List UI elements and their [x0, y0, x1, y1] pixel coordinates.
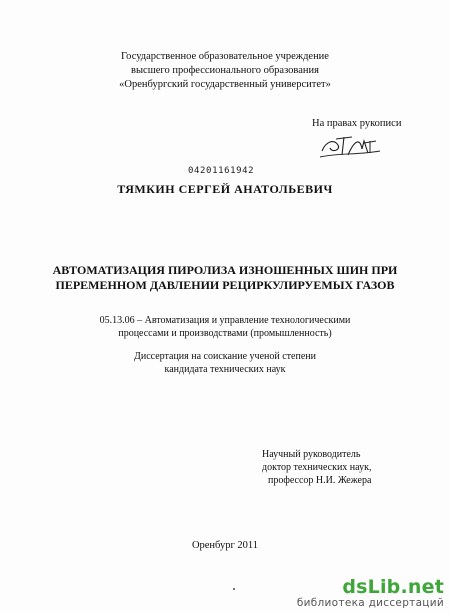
institution-line-2: высшего профессионального образования	[131, 65, 319, 76]
handwritten-signature	[318, 131, 388, 161]
dissertation-title	[0, 263, 450, 293]
degree-line-2: кандидата технических наук	[164, 364, 286, 375]
city-year: Оренбург 2011	[191, 540, 259, 551]
scan-speck	[233, 588, 235, 590]
title-line-1: АВТОМАТИЗАЦИЯ ПИРОЛИЗА ИЗНОШЕННЫХ ШИН ПРИ	[52, 263, 398, 277]
degree-line-1: Диссертация на соискание ученой степени	[134, 351, 316, 362]
supervisor-line-3: профессор Н.И. Жежера	[268, 475, 372, 486]
manuscript-note: На правах рукописи	[312, 118, 402, 129]
specialty-line-2: процессами и производствами (промышленность)	[118, 328, 332, 339]
supervisor-line-1: Научный руководитель	[262, 449, 361, 460]
supervisor-line-2: доктор технических наук,	[262, 462, 372, 473]
degree-statement	[0, 350, 450, 376]
watermark-tagline: библиотека диссертаций	[296, 597, 444, 609]
institution-line-3: «Оренбургский государственный университет»	[119, 79, 331, 90]
title-line-2: ПЕРЕМЕННОМ ДАВЛЕНИИ РЕЦИРКУЛИРУЕМЫХ ГАЗОВ	[55, 278, 395, 292]
institution-line-1: Государственное образовательное учреждение	[121, 51, 329, 62]
supervisor-block	[262, 448, 371, 487]
watermark-logo: dsLib.net	[342, 576, 444, 598]
specialty	[0, 314, 450, 340]
author-name: ТЯМКИН СЕРГЕЙ АНАТОЛЬЕВИЧ	[117, 182, 333, 196]
specialty-line-1: 05.13.06 – Автоматизация и управление технологическими	[99, 315, 351, 326]
watermark	[297, 577, 444, 609]
institution-header	[0, 50, 450, 92]
document-code: 04201161942	[188, 166, 255, 176]
